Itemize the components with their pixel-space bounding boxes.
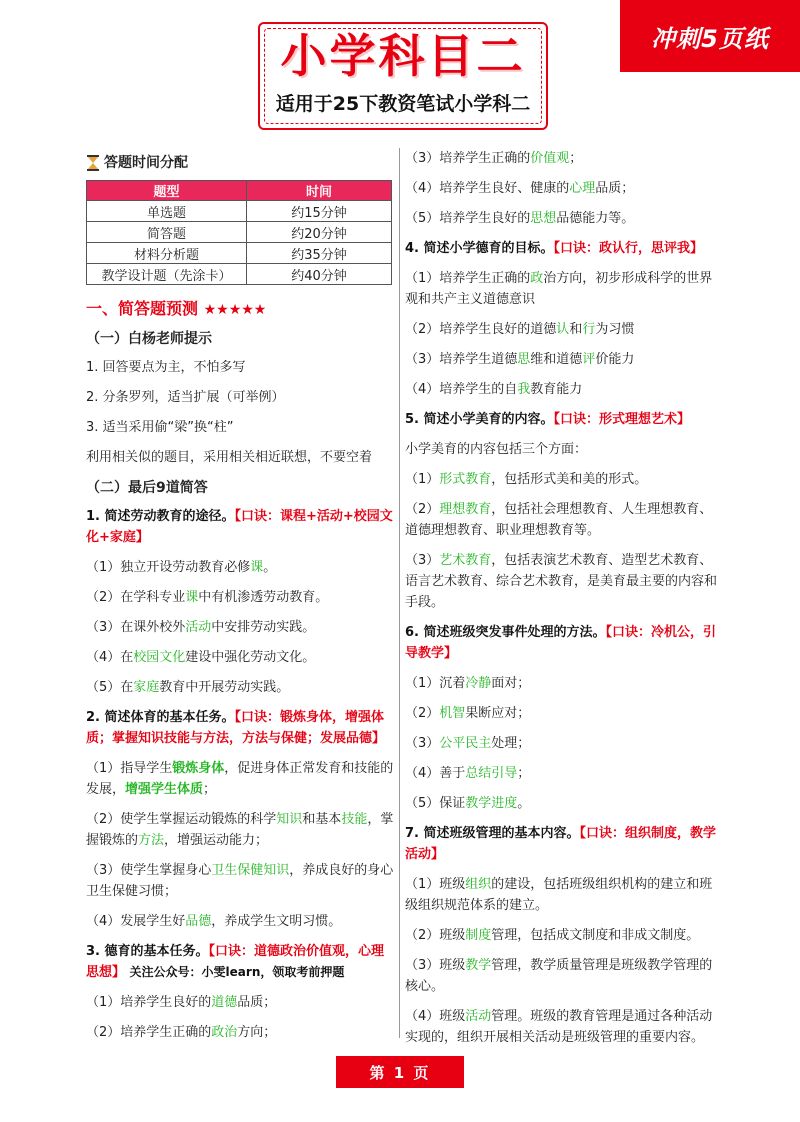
list-item: （5）培养学生良好的思想品德能力等。 xyxy=(405,211,635,226)
promo-text: 关注公众号：小雯learn，领取考前押题 xyxy=(129,965,345,979)
mnemonic: 【口诀：组织制度，教学活动】 xyxy=(405,826,717,862)
list-item: （1）独立开设劳动教育必修课。 xyxy=(86,560,277,575)
time-table xyxy=(86,180,392,285)
page-subtitle: 适用于25下教资笔试小学科二 xyxy=(275,93,531,115)
table-row: 简答题 约20分钟 xyxy=(87,222,392,243)
list-item: （2）培养学生良好的道德认和行为习惯 xyxy=(405,322,635,337)
question-title: 1. 简述劳动教育的途径。【口诀：课程+活动+校园文化+家庭】 xyxy=(86,509,393,545)
list-item: （4）在校园文化建设中强化劳动文化。 xyxy=(86,650,316,665)
corner-tag xyxy=(620,0,800,72)
tip-item: 2. 分条罗列，适当扩展（可举例） xyxy=(86,390,285,405)
question-title: 6. 简述班级突发事件处理的方法。【口诀：冷机公，引导教学】 xyxy=(405,625,717,661)
table-row: 材料分析题 约35分钟 xyxy=(87,243,392,264)
last9-heading: （二）最后9道简答 xyxy=(86,480,208,496)
page-title: 小学科目二 xyxy=(280,29,526,83)
mnemonic: 【口诀：冷机公，引导教学】 xyxy=(405,625,717,661)
page-number: 第 1 页 xyxy=(336,1056,464,1088)
mnemonic: 【口诀：形式理想艺术】 xyxy=(553,412,691,427)
question-title: 5. 简述小学美育的内容。【口诀：形式理想艺术】 xyxy=(405,412,691,427)
list-item: （4）培养学生的自我教育能力 xyxy=(405,382,583,397)
rating-stars: ★★★★★ xyxy=(203,302,267,318)
list-item: （3）班级教学管理，教学质量管理是班级教学管理的核心。 xyxy=(405,958,713,994)
hourglass-icon xyxy=(86,155,100,171)
table-row: 教学设计题（先涂卡） 约40分钟 xyxy=(87,264,392,285)
list-item: （2）使学生掌握运动锻炼的科学知识和基本技能，掌握锻炼的方法，增强运动能力； xyxy=(86,812,394,848)
list-item: （1）形式教育，包括形式美和美的形式。 xyxy=(405,472,648,487)
table-row: 单选题 约15分钟 xyxy=(87,201,392,222)
left-column xyxy=(86,148,394,1052)
list-item: （5）保证教学进度。 xyxy=(405,796,531,811)
tip-item: 3. 适当采用偷“梁”换“柱” xyxy=(86,420,234,435)
list-item: （2）理想教育，包括社会理想教育、人生理想教育、道德理想教育、职业理想教育等。 xyxy=(405,502,713,538)
section-title: 一、简答题预测 ★★★★★ xyxy=(86,297,266,322)
column-divider xyxy=(399,148,400,1038)
list-item: （1）班级组织的建设，包括班级组织机构的建立和班级组织规范体系的建立。 xyxy=(405,877,713,913)
question-title: 2. 简述体育的基本任务。【口诀：锻炼身体，增强体质；掌握知识技能与方法，方法与保健；发展品德】 xyxy=(86,710,386,746)
table-header: 题型 xyxy=(87,181,247,201)
mnemonic: 【口诀：政认行，思评我】 xyxy=(553,241,704,256)
intro-text: 小学美育的内容包括三个方面： xyxy=(405,442,588,457)
list-item: （3）使学生掌握身心卫生保健知识，养成良好的身心卫生保健习惯； xyxy=(86,863,394,899)
list-item: （4）班级活动管理。班级的教育管理是通过各种活动实现的，组织开展相关活动是班级管理的重要内容。 xyxy=(405,1009,713,1045)
corner-tag-label: 冲刺5页纸 xyxy=(651,24,769,53)
list-item: （2）培养学生正确的政治方向； xyxy=(86,1025,277,1040)
list-item: （2）班级制度管理，包括成文制度和非成文制度。 xyxy=(405,928,700,943)
table-header: 时间 xyxy=(247,181,392,201)
mnemonic: 【口诀：道德政治价值观，心理思想】 xyxy=(86,944,385,980)
question-title: 4. 简述小学德育的目标。【口诀：政认行，思评我】 xyxy=(405,241,704,256)
list-item: （2）在学科专业课中有机渗透劳动教育。 xyxy=(86,590,329,605)
question-title: 3. 德育的基本任务。【口诀：道德政治价值观，心理思想】 关注公众号：小雯learn，领取考前押题 xyxy=(86,944,385,980)
mnemonic: 【口诀：锻炼身体，增强体质；掌握知识技能与方法，方法与保健；发展品德】 xyxy=(86,710,386,746)
list-item: （3）公平民主处理； xyxy=(405,736,531,751)
list-item: （4）培养学生良好、健康的心理品质； xyxy=(405,181,635,196)
list-item: （4）发展学生好品德，养成学生文明习惯。 xyxy=(86,914,342,929)
tips-heading: （一）白杨老师提示 xyxy=(86,331,212,347)
tip-item: 1. 回答要点为主，不怕多写 xyxy=(86,360,246,375)
list-item: （1）培养学生正确的政治方向，初步形成科学的世界观和共产主义道德意识 xyxy=(405,271,713,307)
list-item: （1）培养学生良好的道德品质； xyxy=(86,995,277,1010)
list-item: （3）培养学生正确的价值观； xyxy=(405,151,583,166)
list-item: （4）善于总结引导； xyxy=(405,766,531,781)
time-allocation-title: 答题时间分配 xyxy=(104,155,188,171)
list-item: （1）指导学生锻炼身体，促进身体正常发育和技能的发展，增强学生体质； xyxy=(86,761,394,797)
list-item: （5）在家庭教育中开展劳动实践。 xyxy=(86,680,290,695)
right-column xyxy=(405,148,723,1057)
time-allocation-heading xyxy=(86,152,394,174)
list-item: （3）在课外校外活动中安排劳动实践。 xyxy=(86,620,316,635)
question-title: 7. 简述班级管理的基本内容。【口诀：组织制度，教学活动】 xyxy=(405,826,717,862)
list-item: （2）机智果断应对； xyxy=(405,706,531,721)
list-item: （3）培养学生道德思维和道德评价能力 xyxy=(405,352,635,367)
mnemonic: 【口诀：课程+活动+校园文化+家庭】 xyxy=(86,509,393,545)
list-item: （3）艺术教育，包括表演艺术教育、造型艺术教育、语言艺术教育、综合艺术教育，是美育最主要的内容和手段。 xyxy=(405,553,718,610)
list-item: （1）沉着冷静面对； xyxy=(405,676,531,691)
tip-item: 利用相关似的题目，采用相关相近联想，不要空着 xyxy=(86,450,373,465)
